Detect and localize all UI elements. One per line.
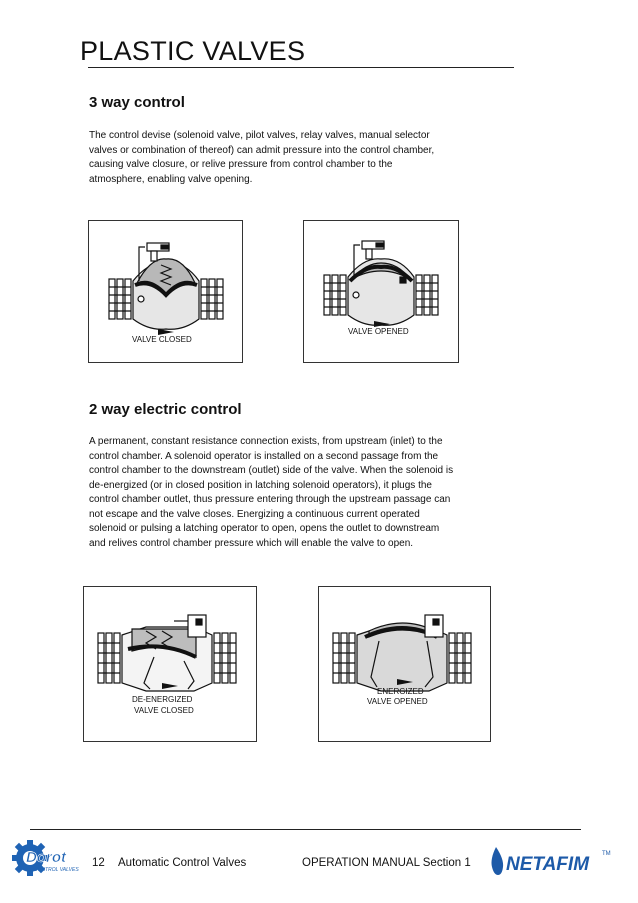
section-heading-2-way-electric-control: 2 way electric control bbox=[89, 401, 242, 418]
footer-page-number: 12 bbox=[92, 857, 105, 869]
page-title: PLASTIC VALVES bbox=[80, 36, 306, 66]
section-body-3-way-control: The control devise (solenoid valve, pilot valves, relay valves, manual selector valves or combination of thereof) can admit pressure into the control chamber, causing valve closure, or relive pressure from control chamber to the atmosphere, enabling valve opening. bbox=[89, 130, 435, 185]
dorot-logo bbox=[12, 838, 82, 878]
caption-de-energized: DE-ENERGIZED bbox=[132, 695, 193, 704]
footer-divider bbox=[30, 829, 581, 830]
figure-3-way-valve-opened bbox=[303, 220, 459, 363]
caption-valve-opened: VALVE OPENED bbox=[348, 327, 409, 336]
section-heading-3-way-control: 3 way control bbox=[89, 94, 185, 111]
footer-section-label: OPERATION MANUAL Section 1 bbox=[302, 857, 471, 869]
caption-de-energized-valve-closed: VALVE CLOSED bbox=[134, 706, 194, 715]
title-divider bbox=[88, 67, 514, 68]
svg-text:CONTROL VALVES: CONTROL VALVES bbox=[34, 867, 79, 873]
svg-text:NETAFIM: NETAFIM bbox=[506, 854, 590, 875]
svg-text:TM: TM bbox=[602, 851, 611, 857]
caption-energized: ENERGIZED bbox=[377, 687, 424, 696]
caption-valve-closed: VALVE CLOSED bbox=[132, 335, 192, 344]
svg-text:Dorot: Dorot bbox=[26, 849, 66, 866]
figure-3-way-valve-closed bbox=[88, 220, 243, 363]
netafim-logo bbox=[488, 843, 618, 879]
figure-de-energized-valve-closed bbox=[83, 586, 257, 742]
section-body-2-way-electric-control: A permanent, constant resistance connection exists, from upstream (inlet) to the control chamber. A solenoid operator is installed on a second passage from the control chamber to the downstream (outlet) side of the valve. When the solenoid is de-energized (or in closed position in latching solenoid operators), it plugs the control chamber outlet, thus pressure entering through the upstream passage can not escape and the valve closes. Energizing a continuous current operated solenoid or pulsing a latching operator to open, opens the outlet to downstream and relives control chamber pressure which will enable the valve to open. bbox=[89, 436, 454, 549]
figure-energized-valve-opened bbox=[318, 586, 491, 742]
caption-energized-valve-opened: VALVE OPENED bbox=[367, 697, 428, 706]
footer-document-title: Automatic Control Valves bbox=[118, 857, 247, 869]
